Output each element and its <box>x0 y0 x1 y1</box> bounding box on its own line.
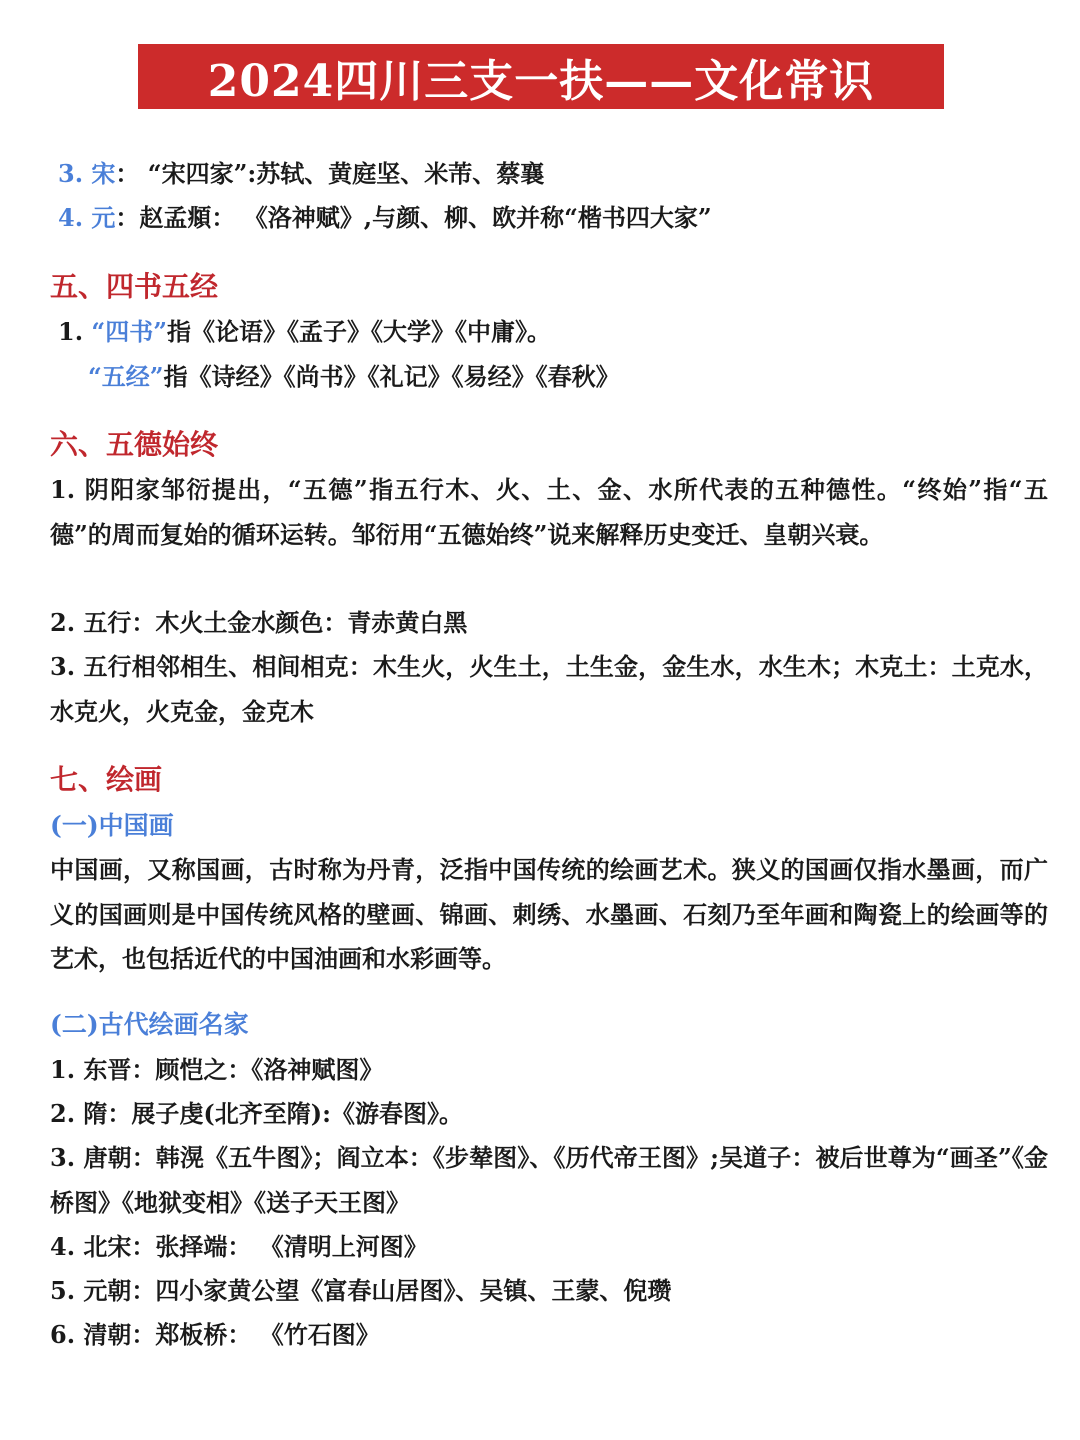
yuan-label: 4. 元 <box>58 203 116 232</box>
painter-item: 5. 元朝：四小家黄公望《富春山居图》、吴镇、王蒙、倪瓒 <box>50 1276 672 1305</box>
four-books-line <box>58 310 1048 354</box>
chinese-painting-subheading: (一)中国画 <box>50 811 174 840</box>
five-classics-term: “五经” <box>88 362 164 391</box>
painter-item: 4. 北宋：张择端： 《清明上河图》 <box>50 1232 428 1261</box>
painter-item: 6. 清朝：郑板桥： 《竹石图》 <box>50 1320 380 1349</box>
five-classics-text: 指《诗经》《尚书》《礼记》《易经》《春秋》 <box>163 362 620 391</box>
section-7-heading: 七、绘画 <box>50 763 163 796</box>
four-books-text: 指《论语》《孟子》《大学》《中庸》。 <box>167 317 552 346</box>
song-line <box>58 152 1048 196</box>
title-banner: 2024四川三支一扶——文化常识 <box>138 44 944 109</box>
wude-paragraph: 1. 阴阳家邹衍提出，“五德”指五行木、火、土、金、水所代表的五种德性。“终始”指“五德”的周而复始的循环运转。邹衍用“五德始终”说来解释历史变迁、皇朝兴衰。 <box>50 475 1048 549</box>
four-books-num: 1. <box>58 317 92 346</box>
wuxing-colors-line: 2. 五行：木火土金水颜色：青赤黄白黑 <box>50 608 468 637</box>
song-label: 3. 宋 <box>58 159 116 188</box>
yuan-text: ：赵孟頫： 《洛神赋》,与颜、柳、欧并称“楷书四大家” <box>115 203 712 232</box>
song-text: ： “宋四家”:苏轼、黄庭坚、米芾、蔡襄 <box>115 159 545 188</box>
five-classics-line <box>88 355 1048 399</box>
chinese-painting-paragraph: 中国画，又称国画，古时称为丹青，泛指中国传统的绘画艺术。狭义的国画仅指水墨画，而广义的国画则是中国传统风格的壁画、锦画、刺绣、水墨画、石刻乃至年画和陶瓷上的绘画等的艺术，也包括近代的中国油画和水彩画等。 <box>50 855 1048 973</box>
section-5-heading: 五、四书五经 <box>50 270 219 303</box>
wuxing-relations-paragraph: 3. 五行相邻相生、相间相克：木生火，火生土，土生金，金生水，水生木；木克土：土克水，水克火，火克金，金克木 <box>50 652 1048 726</box>
painter-item: 1. 东晋：顾恺之：《洛神赋图》 <box>50 1055 384 1084</box>
painter-item: 2. 隋：展子虔(北齐至隋):《游春图》。 <box>50 1099 463 1128</box>
painter-item: 3. 唐朝：韩滉《五牛图》；阎立本：《步辇图》、《历代帝王图》;吴道子：被后世尊为“画圣”《金桥图》《地狱变相》《送子天王图》 <box>50 1143 1048 1217</box>
four-books-term: “四书” <box>91 317 168 346</box>
painters-subheading: (二)古代绘画名家 <box>50 1010 249 1039</box>
section-6-heading: 六、五德始终 <box>50 428 219 461</box>
yuan-line <box>58 196 1048 240</box>
